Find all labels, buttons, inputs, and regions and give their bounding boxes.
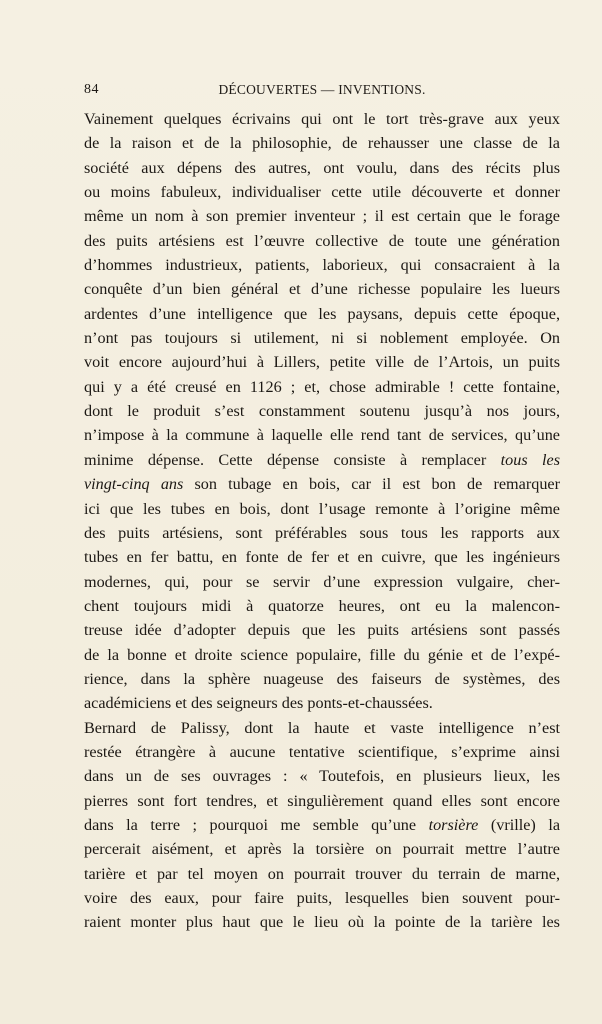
italic-text: vingt-cinq ans: [84, 475, 184, 494]
text-line: [84, 131, 560, 155]
text-run: dont le produit s’est constamment soutenu jusqu’à nos jours,: [84, 402, 560, 421]
text-line: [84, 350, 560, 374]
text-line: [84, 789, 560, 813]
text-run: de la raison et de la philosophie, de rehausser une classe de la: [84, 134, 560, 153]
text-run: ou moins fabuleux, individualiser cette utile découverte et donner: [84, 183, 560, 202]
text-line: [84, 375, 560, 399]
text-line: [84, 423, 560, 447]
text-run: même un nom à son premier inventeur ; il est certain que le forage: [84, 207, 560, 226]
text-line: [84, 594, 560, 618]
text-run: treuse idée d’adopter depuis que les puits artésiens sont passés: [84, 621, 560, 640]
text-line: [84, 667, 560, 691]
text-line: [84, 545, 560, 569]
text-line: [84, 691, 560, 715]
text-line: [84, 618, 560, 642]
text-run: tubes en fer battu, en fonte de fer et en cuivre, que les ingénieurs: [84, 548, 560, 567]
text-line: [84, 570, 560, 594]
text-line: [84, 326, 560, 350]
text-line: [84, 472, 560, 496]
text-run: restée étrangère à aucune tentative scientifique, s’exprime ainsi: [84, 742, 560, 761]
text-run: d’hommes industrieux, patients, laborieux, qui consacraient à la: [84, 256, 560, 275]
text-run: conquête d’un bien général et d’une richesse populaire les lueurs: [84, 280, 560, 299]
text-run: minime dépense. Cette dépense consiste à remplacer: [84, 450, 501, 469]
running-title: DÉCOUVERTES — INVENTIONS.: [218, 82, 426, 97]
text-run: n’impose à la commune à laquelle elle rend tant de services, qu’une: [84, 426, 560, 445]
text-line: [84, 156, 560, 180]
text-run: voire des eaux, pour faire puits, lesquelles bien souvent pour-: [84, 889, 560, 907]
text-run: pierres sont fort tendres, et singulièrement quand elles sont encore: [84, 791, 560, 810]
text-line: [84, 837, 560, 861]
text-run: modernes, qui, pour se servir d’une expression vulgaire, cher-: [84, 572, 560, 591]
text-run: rience, dans la sphère nuageuse des faiseurs de systèmes, des: [84, 669, 560, 688]
text-line: [84, 521, 560, 545]
text-line: [84, 643, 560, 667]
text-run: Vainement quelques écrivains qui ont le tort très-grave aux yeux: [84, 110, 560, 128]
text-run: des puits artésiens, sont préférables sous tous les rapports aux: [84, 523, 560, 542]
text-run: ici que les tubes en bois, dont l’usage remonte à l’origine même: [84, 499, 560, 518]
text-run: raient monter plus haut que le lieu où la pointe de la tarière les: [84, 913, 560, 932]
text-line: [84, 813, 560, 837]
text-run: dans un de ses ouvrages : « Toutefois, en plusieurs lieux, les: [84, 767, 560, 786]
text-run: n’ont pas toujours si utilement, ni si noblement employée. On: [84, 329, 560, 348]
italic-text: tous les: [500, 450, 560, 469]
text-line: [84, 716, 560, 740]
text-line: [84, 886, 560, 910]
text-run: des puits artésiens est l’œuvre collective de toute une génération: [84, 231, 560, 250]
text-run: (vrille) la: [478, 815, 560, 834]
text-run: académiciens et des seigneurs des ponts-et-chaussées.: [84, 694, 433, 713]
text-run: tarière et par tel moyen on pourrait trouver du terrain de marne,: [84, 864, 560, 883]
italic-text: torsière: [428, 815, 479, 834]
text-run: ardentes d’une intelligence que les paysans, depuis cette époque,: [84, 304, 560, 323]
text-run: percerait aisément, et après la torsière on pourrait mettre l’autre: [84, 840, 560, 859]
text-run: dans la terre ; pourquoi me semble qu’une: [84, 815, 429, 834]
body-text: [84, 107, 560, 935]
text-line: [84, 204, 560, 228]
text-line: [84, 764, 560, 788]
text-run: de la bonne et droite science populaire, fille du génie et de l’expé-: [84, 645, 560, 664]
text-line: [84, 229, 560, 253]
text-line: [84, 862, 560, 886]
text-run: société aux dépens des autres, ont voulu, dans des récits plus: [84, 158, 560, 177]
text-line: [84, 399, 560, 423]
text-line: [84, 277, 560, 301]
text-line: [84, 253, 560, 277]
text-run: Bernard de Palissy, dont la haute et vaste intelligence n’est: [84, 718, 560, 737]
text-run: son tubage en bois, car il est bon de remarquer: [183, 475, 560, 494]
text-run: voit encore aujourd’hui à Lillers, petite ville de l’Artois, un puits: [84, 353, 560, 372]
text-run: qui y a été creusé en 1126 ; et, chose admirable ! cette fontaine,: [84, 377, 560, 396]
text-line: [84, 740, 560, 764]
text-line: [84, 448, 560, 472]
text-run: chent toujours midi à quatorze heures, ont eu la malencon-: [84, 596, 560, 615]
text-line: [84, 107, 560, 131]
text-line: [84, 497, 560, 521]
text-line: [84, 302, 560, 326]
text-line: [84, 180, 560, 204]
text-line: [84, 910, 560, 934]
page-header: [84, 82, 560, 102]
page-number: 84: [84, 82, 99, 97]
